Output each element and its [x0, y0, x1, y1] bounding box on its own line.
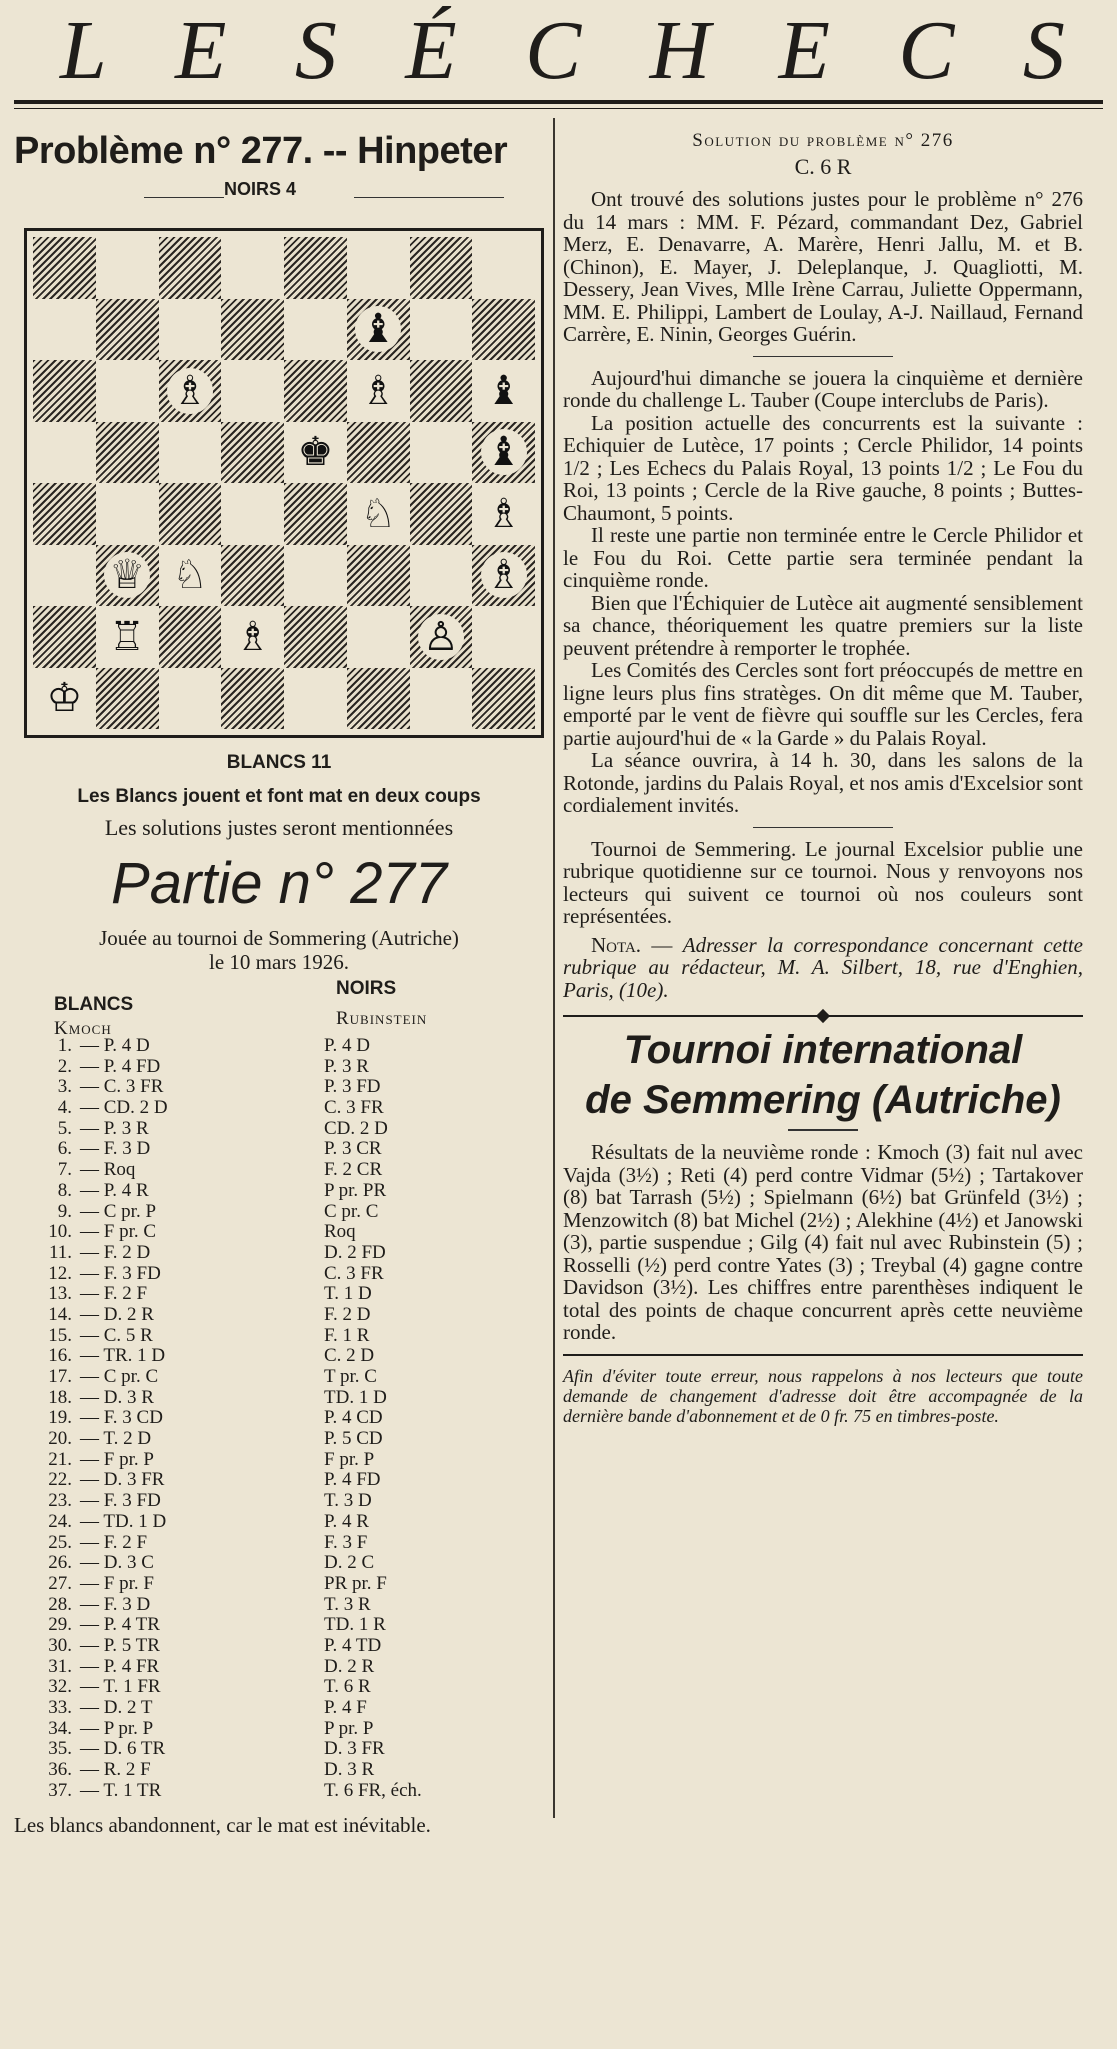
white-move: — D. 2 R [80, 1303, 154, 1325]
chess-piece-icon: ♗ [167, 368, 213, 414]
board-square [33, 483, 96, 545]
black-move: C. 3 FR [324, 1262, 384, 1284]
move-number: 3. [57, 1076, 72, 1098]
tournament-results: Résultats de la neuvième ronde : Kmoch (3) fait nul avec Vajda (3½) ; Reti (4) perd contre Vidmar (5½) ; Tartakover (8) bat Tarrash (5½) ; Spielmann (6½) bat Grünfeld (3½) ; Menzowitch (8) bat Michel (2½) ; Alekhine (4½) et Janowski (3), partie suspendue ; Gilg (4) fait nul avec Rubinstein (5) ; Rosselli (½) perd contre Yates (3) ; Treybal (4) gagne contre Davidson (3½). Les chiffres entre parenthèses indiquent le total des points de chaque concurrent après cette neuvième ronde. [563, 1140, 1083, 1344]
move-row [14, 1243, 544, 1264]
white-move: — D. 3 FR [80, 1469, 165, 1491]
board-square [347, 360, 410, 422]
board-square [33, 668, 96, 730]
move-number: 30. [48, 1634, 72, 1656]
news-paragraph: Les Comités des Cercles sont fort préoccupés de mettre en ligne leurs plus fins stratèges. On dit même que M. Tauber, emporté par le vent de fièvre qui souffle sur les Cercles, fera partie aujourd'hui de « la Garde » du Palais Royal. [563, 658, 1083, 750]
rule [354, 197, 504, 198]
board-square [410, 545, 473, 607]
board-square [472, 299, 535, 361]
chess-piece-icon: ♗ [234, 613, 271, 660]
move-number: 20. [48, 1428, 72, 1450]
noirs-label: NOIRS 4 [224, 179, 297, 199]
black-move: T. 1 D [324, 1283, 372, 1305]
separator [788, 1129, 858, 1131]
black-move: T. 3 R [324, 1593, 371, 1615]
board-square [159, 545, 222, 607]
masthead-rule-thin [14, 108, 1103, 109]
board-square [33, 237, 96, 299]
board-square [33, 606, 96, 668]
black-move: P. 4 TD [324, 1634, 382, 1656]
move-row [14, 1222, 544, 1243]
black-move: TD. 1 R [324, 1614, 386, 1636]
black-move: P. 4 CD [324, 1407, 383, 1429]
move-row [14, 1719, 544, 1740]
board-square [284, 606, 347, 668]
black-move: T. 6 R [324, 1676, 371, 1698]
move-row [14, 1036, 544, 1057]
solvers-paragraph: Ont trouvé des solutions justes pour le problème n° 276 du 14 mars : MM. F. Pézard, commandant Dez, Gabriel Merz, E. Denavarre, A. Marère, Henri Jallu, M. et B. (Chinon), E. Mayer, J. Deleplanque, J. Quagliotti, M. Dessery, Jean Vives, Mlle Irène Carrau, Juliette Oppermann, MM. E. Philippi, Lambert de Loulay, A-J. Naillaud, Fernand Carrère, E. Ninin, Georges Guérin. [563, 187, 1083, 346]
move-number: 15. [48, 1324, 72, 1346]
white-move: — F. 2 F [80, 1283, 148, 1305]
board-square [284, 299, 347, 361]
move-number: 26. [48, 1552, 72, 1574]
black-move: TD. 1 D [324, 1386, 387, 1408]
masthead-letter: C [898, 3, 957, 97]
board-square [159, 606, 222, 668]
move-number: 9. [57, 1200, 72, 1222]
masthead-letter: S [1022, 3, 1067, 97]
board-square [347, 299, 410, 361]
nota-label: Nota. — [591, 932, 673, 957]
board-square [221, 545, 284, 607]
venue-line: Jouée au tournoi de Sommering (Autriche) [99, 926, 459, 950]
move-row [14, 1098, 544, 1119]
black-move: D. 2 R [324, 1655, 375, 1677]
masthead-letter: L [60, 3, 109, 97]
masthead-letter: C [525, 3, 584, 97]
noirs-line [14, 177, 544, 207]
board-square [284, 545, 347, 607]
board-square [347, 606, 410, 668]
move-row [14, 1574, 544, 1595]
white-move: — TD. 1 D [80, 1510, 167, 1532]
white-move: — C pr. C [80, 1366, 159, 1387]
board-square [33, 422, 96, 484]
white-move: — CD. 2 D [80, 1097, 168, 1119]
white-move: — D. 6 TR [80, 1738, 166, 1760]
move-number: 25. [48, 1531, 72, 1553]
white-move: — D. 3 R [80, 1386, 154, 1408]
problem-title: Problème n° 277. -- Hinpeter [14, 130, 508, 172]
board-square [96, 422, 159, 484]
board-square [96, 545, 159, 607]
chess-piece-icon: ♗ [360, 367, 397, 414]
white-move: — P. 4 FD [80, 1055, 161, 1077]
rule [144, 197, 224, 198]
board-square [410, 237, 473, 299]
move-row [14, 1326, 544, 1347]
move-number: 22. [48, 1469, 72, 1491]
move-number: 31. [48, 1655, 72, 1677]
board-square [347, 545, 410, 607]
board-square [284, 422, 347, 484]
black-move: D. 2 C [324, 1552, 375, 1574]
board-square [410, 299, 473, 361]
move-number: 23. [48, 1490, 72, 1512]
board-square [33, 299, 96, 361]
move-row [14, 1781, 544, 1802]
board-square [472, 422, 535, 484]
black-header: NOIRS [336, 978, 397, 999]
black-move: PR pr. F [324, 1572, 387, 1594]
black-move: F. 2 D [324, 1303, 371, 1325]
board-square [159, 668, 222, 730]
move-number: 24. [48, 1510, 72, 1532]
white-move: — T. 1 FR [80, 1676, 161, 1698]
board-square [284, 360, 347, 422]
move-number: 12. [48, 1262, 72, 1284]
move-row [14, 1284, 544, 1305]
move-row [14, 1533, 544, 1554]
masthead-letter: E [778, 3, 832, 97]
chess-piece-icon: ♗ [485, 490, 522, 537]
board-square [472, 360, 535, 422]
move-number: 36. [48, 1759, 72, 1781]
white-move: — C pr. P [80, 1200, 157, 1222]
white-move: — P. 3 R [80, 1117, 149, 1139]
white-move: — F pr. C [80, 1221, 157, 1243]
date-line: le 10 mars 1926. [209, 950, 349, 974]
chess-board [33, 237, 535, 729]
board-square [410, 360, 473, 422]
move-row [14, 1160, 544, 1181]
move-number: 2. [57, 1055, 72, 1077]
board-square [347, 422, 410, 484]
black-move: F. 2 CR [324, 1159, 383, 1181]
move-number: 5. [57, 1117, 72, 1139]
masthead [0, 0, 1117, 100]
board-square [472, 668, 535, 730]
white-move: — F. 2 D [80, 1241, 151, 1263]
stipulation: Les Blancs jouent et font mat en deux coups [77, 786, 481, 807]
white-move: — T. 2 D [80, 1428, 152, 1450]
chess-piece-icon: ♖ [109, 613, 146, 660]
game-title: Partie n° 277 [111, 851, 447, 916]
board-square [96, 360, 159, 422]
move-row [14, 1450, 544, 1471]
nota-text: Adresser la correspondance concernant cette rubrique au rédacteur, M. A. Silbert, 18, rue d'Enghien, Paris, (10e). [563, 932, 1084, 1002]
board-square [410, 668, 473, 730]
move-row [14, 1595, 544, 1616]
white-move: — P. 4 TR [80, 1614, 160, 1636]
white-move: — T. 1 TR [80, 1779, 162, 1801]
white-move: — P. 5 TR [80, 1634, 160, 1656]
board-square [221, 668, 284, 730]
masthead-letter: H [649, 3, 713, 97]
move-number: 29. [48, 1614, 72, 1636]
black-move: C pr. C [324, 1200, 379, 1222]
tournament-title [563, 1025, 1083, 1125]
move-row [14, 1553, 544, 1574]
board-square [347, 668, 410, 730]
move-row [14, 1429, 544, 1450]
blancs-label: BLANCS 11 [226, 752, 332, 773]
chess-piece-icon: ♘ [171, 552, 208, 599]
white-move: — P. 4 R [80, 1179, 149, 1201]
white-move: — P pr. P [80, 1717, 154, 1739]
column-divider [553, 118, 555, 1818]
news-paragraph: Tournoi de Semmering. Le journal Excelsior publie une rubrique quotidienne sur ce tournoi. Nous y renvoyons nos lecteurs qui suivent ce tournoi où nos couleurs sont représentées. [563, 836, 1083, 928]
subscription-notice: Afin d'éviter toute erreur, nous rappelons à nos lecteurs que toute demande de changement d'adresse doit être accompagnée de la dernière bande d'abonnement et de 0 fr. 75 en timbres-poste. [563, 1354, 1083, 1426]
white-move: — D. 2 T [80, 1697, 153, 1718]
black-move: Roq [324, 1221, 356, 1243]
black-move: T pr. C [324, 1366, 377, 1387]
move-row [14, 1388, 544, 1409]
game-venue [14, 926, 544, 974]
white-move: — Roq [80, 1159, 136, 1181]
section-divider [563, 1015, 1083, 1017]
board-square [221, 360, 284, 422]
move-row [14, 1698, 544, 1719]
move-number: 28. [48, 1593, 72, 1615]
separator [753, 356, 893, 357]
separator [753, 827, 893, 828]
move-number: 33. [48, 1697, 72, 1718]
move-number: 1. [57, 1035, 72, 1056]
move-row [14, 1408, 544, 1429]
move-row [14, 1367, 544, 1388]
move-row [14, 1305, 544, 1326]
move-number: 8. [57, 1179, 72, 1201]
move-number: 34. [48, 1717, 72, 1739]
game-conclusion: Les blancs abandonnent, car le mat est inévitable. [14, 1813, 431, 1837]
tournament-title-line: de Semmering (Autriche) [585, 1078, 1061, 1122]
board-square [159, 299, 222, 361]
move-row [14, 1739, 544, 1760]
black-move: P pr. PR [324, 1179, 387, 1201]
move-number: 37. [48, 1779, 72, 1801]
board-square [410, 606, 473, 668]
white-header: BLANCS [54, 994, 134, 1015]
move-number: 13. [48, 1283, 72, 1305]
chess-piece-icon: ♔ [46, 675, 83, 722]
chess-piece-icon: ♕ [104, 552, 150, 598]
board-square [33, 545, 96, 607]
chess-piece-icon: ♝ [355, 306, 401, 352]
board-square [347, 237, 410, 299]
solutions-note: Les solutions justes seront mentionnées [104, 815, 454, 840]
black-move: P. 4 R [324, 1510, 369, 1532]
black-move: T. 3 D [324, 1490, 372, 1512]
board-square [284, 668, 347, 730]
black-move: C. 2 D [324, 1345, 375, 1367]
tournament-title-line: Tournoi international [623, 1028, 1023, 1072]
board-square [410, 422, 473, 484]
move-row [14, 1491, 544, 1512]
board-square [284, 483, 347, 545]
white-move: — F. 3 FD [80, 1262, 161, 1284]
move-number: 18. [48, 1386, 72, 1408]
board-square [221, 483, 284, 545]
board-square [472, 606, 535, 668]
move-row [14, 1346, 544, 1367]
move-list [14, 1036, 544, 1801]
black-move: P. 4 D [324, 1035, 370, 1056]
nota-paragraph [563, 934, 1083, 1002]
chess-piece-icon: ♙ [418, 614, 464, 660]
news-paragraph: La séance ouvrira, à 14 h. 30, dans les salons de la Rotonde, jardins du Palais Royal, et nos amis d'Excelsior sont cordialement invités. [563, 748, 1083, 817]
move-number: 19. [48, 1407, 72, 1429]
board-square [96, 483, 159, 545]
news-paragraph: La position actuelle des concurrents est la suivante : Echiquier de Lutèce, 17 points ; Cercle Philidor, 14 points 1/2 ; Les Echecs du Palais Royal, 13 points 1/2 ; Le Fou du Roi, 13 points ; Cercle de la Rive gauche, 8 points ; Buttes-Chaumont, 5 points. [563, 410, 1083, 525]
board-square [159, 422, 222, 484]
white-move: — F. 2 F [80, 1531, 148, 1553]
move-row [14, 1202, 544, 1223]
white-move: — F. 3 FD [80, 1490, 161, 1512]
black-move: P. 3 CR [324, 1138, 382, 1160]
white-move: — D. 3 C [80, 1552, 154, 1574]
move-number: 7. [57, 1159, 72, 1181]
chess-board-frame [24, 228, 544, 738]
black-move: D. 2 FD [324, 1241, 386, 1263]
black-move: P. 3 R [324, 1055, 369, 1077]
chess-piece-icon: ♝ [485, 367, 522, 414]
white-move: — P. 4 FR [80, 1655, 160, 1677]
move-row [14, 1139, 544, 1160]
move-row [14, 1470, 544, 1491]
move-row [14, 1636, 544, 1657]
solution-title: Solution du problème n° 276 [692, 130, 954, 151]
move-number: 14. [48, 1303, 72, 1325]
white-move: — F. 3 CD [80, 1407, 163, 1429]
black-move: P. 3 FD [324, 1076, 381, 1098]
chess-piece-icon: ♝ [481, 429, 527, 475]
white-move: — TR. 1 D [80, 1345, 166, 1367]
solution-move: C. 6 R [794, 154, 852, 179]
news-paragraph: Il reste une partie non terminée entre le Cercle Philidor et le Fou du Roi. Cette partie sera terminée pendant la cinquième ronde. [563, 523, 1083, 592]
board-square [472, 545, 535, 607]
chess-piece-icon: ♘ [360, 490, 397, 537]
white-move: — F. 3 D [80, 1593, 151, 1615]
black-player: Rubinstein [336, 1008, 428, 1029]
board-square [96, 606, 159, 668]
news-paragraph: Aujourd'hui dimanche se jouera la cinquième et dernière ronde du challenge L. Tauber (Coupe interclubs de Paris). [563, 365, 1083, 412]
move-number: 4. [57, 1097, 72, 1119]
masthead-letter: S [294, 3, 339, 97]
move-number: 21. [48, 1448, 72, 1470]
white-move: — F pr. F [80, 1572, 154, 1594]
black-move: D. 3 R [324, 1759, 375, 1781]
black-move: CD. 2 D [324, 1117, 388, 1139]
board-square [221, 606, 284, 668]
move-number: 10. [48, 1221, 72, 1243]
board-square [96, 237, 159, 299]
board-square [221, 299, 284, 361]
white-move: — F pr. P [80, 1448, 154, 1470]
masthead-rule [14, 100, 1103, 104]
black-move: P. 5 CD [324, 1428, 383, 1450]
black-move: P. 4 FD [324, 1469, 381, 1491]
masthead-letter: E [175, 3, 229, 97]
black-move: P pr. P [324, 1717, 374, 1739]
white-player: Kmoch [54, 1018, 112, 1039]
white-move: — C. 5 R [80, 1324, 153, 1346]
move-number: 6. [57, 1138, 72, 1160]
move-row [14, 1181, 544, 1202]
move-row [14, 1677, 544, 1698]
move-number: 35. [48, 1738, 72, 1760]
black-move: C. 3 FR [324, 1097, 384, 1119]
white-move: — R. 2 F [80, 1759, 151, 1781]
masthead-letter: É [405, 3, 459, 97]
board-square [159, 483, 222, 545]
board-square [33, 360, 96, 422]
move-number: 27. [48, 1572, 72, 1594]
black-move: D. 3 FR [324, 1738, 385, 1760]
move-row [14, 1077, 544, 1098]
white-move: — F. 3 D [80, 1138, 151, 1160]
board-square [284, 237, 347, 299]
chess-piece-icon: ♚ [297, 429, 334, 476]
black-move: P. 4 F [324, 1697, 367, 1718]
black-move: F pr. P [324, 1448, 375, 1470]
black-move: F. 1 R [324, 1324, 370, 1346]
move-row [14, 1512, 544, 1533]
move-number: 11. [48, 1241, 72, 1263]
board-square [221, 422, 284, 484]
move-row [14, 1057, 544, 1078]
board-square [410, 483, 473, 545]
board-square [159, 360, 222, 422]
news-paragraph: Bien que l'Échiquier de Lutèce ait augmenté sensiblement sa chance, théoriquement les quatre premiers sur la liste peuvent prétendre à remporter le trophée. [563, 590, 1083, 660]
white-move: — C. 3 FR [80, 1076, 164, 1098]
chess-piece-icon: ♗ [481, 552, 527, 598]
board-square [159, 237, 222, 299]
white-move: — P. 4 D [80, 1035, 150, 1056]
board-square [472, 483, 535, 545]
move-row [14, 1119, 544, 1140]
move-number: 32. [48, 1676, 72, 1698]
right-column [563, 118, 1083, 1426]
move-number: 17. [48, 1366, 72, 1387]
board-square [472, 237, 535, 299]
board-square [221, 237, 284, 299]
black-move: T. 6 FR, éch. [324, 1779, 422, 1801]
board-square [96, 299, 159, 361]
board-square [347, 483, 410, 545]
diamond-ornament [816, 1009, 830, 1023]
move-row [14, 1760, 544, 1781]
move-row [14, 1615, 544, 1636]
move-number: 16. [48, 1345, 72, 1367]
black-move: F. 3 F [324, 1531, 368, 1553]
left-column [14, 118, 544, 1837]
board-square [96, 668, 159, 730]
move-row [14, 1657, 544, 1678]
move-row [14, 1264, 544, 1285]
